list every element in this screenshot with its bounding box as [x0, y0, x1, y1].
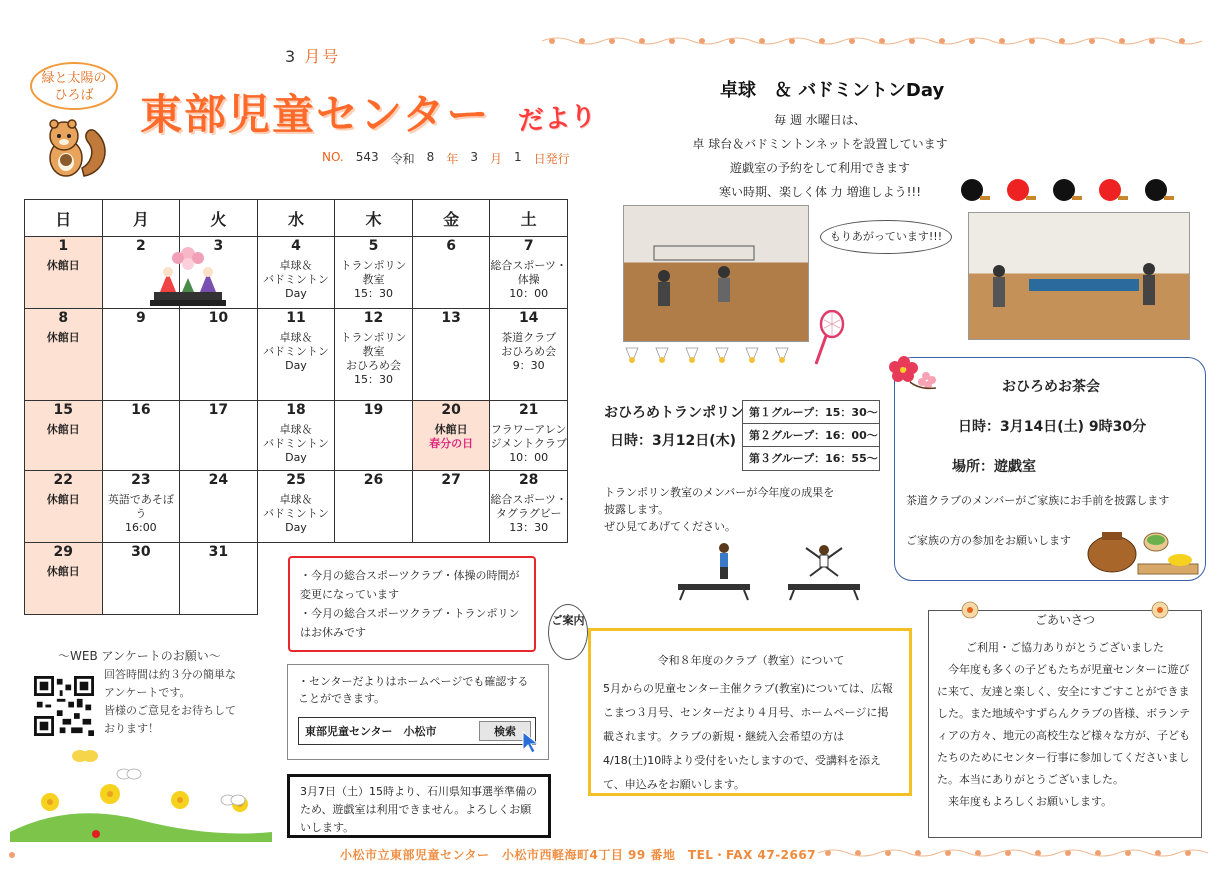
pingpong-description — [640, 108, 1000, 204]
day-event-line: 卓球＆ — [279, 259, 313, 272]
page-title-suffix: だより — [517, 101, 598, 137]
tea-party-text1: 茶道クラブのメンバーがご家族にお手前を披露します — [906, 494, 1170, 507]
day-event-line: Day — [285, 359, 307, 372]
day-event-line: フラワーアレン — [490, 423, 567, 436]
day-event-line: 15：30 — [354, 373, 394, 386]
calendar-day-cell — [102, 401, 180, 471]
day-event-line: 卓球＆ — [279, 331, 313, 344]
day-event-line: 休館日 — [46, 259, 80, 272]
pingpong-line3: 遊戯室の予約をして利用できます — [729, 161, 910, 175]
month-number: 3 — [285, 47, 298, 66]
day-event-line: 13：30 — [509, 521, 549, 534]
day-event-line: 15：30 — [354, 287, 394, 300]
trampoline-text3: ぜひ見てあげてください。 — [604, 520, 736, 533]
search-text: 東部児童センター 小松市 — [305, 724, 437, 738]
day-number: 19 — [363, 402, 384, 418]
day-number: 18 — [286, 402, 306, 418]
plum-blossom-icon — [886, 352, 942, 392]
greeting-body: 今年度も多くの子どもたちが児童センターに遊びに来て、友達と楽しく、安全にすごすことができました。また地域やすずらんクラブの皆様、ボランティアの方々、地元の高校生など様々な方が、子どもたちのためにセンター行事に参加してくださいました。本当にありがとうございました。 — [937, 663, 1191, 786]
day-number: 11 — [286, 310, 306, 326]
issue-info — [322, 150, 570, 167]
day-event-line: バドミントン — [263, 437, 329, 450]
calendar-day-cell — [257, 309, 335, 401]
qr-code-icon[interactable] — [34, 676, 94, 736]
trampoline-groups — [742, 400, 880, 471]
notice-item-trampoline: ・今月の総合スポーツクラブ・トランポリンはお休みです — [300, 607, 520, 639]
day-event-line: 10：00 — [509, 287, 549, 300]
calendar-day-cell — [25, 401, 103, 471]
calendar-day-cell — [412, 309, 490, 401]
web-survey-line1: 回答時間は約３分の簡単な — [104, 668, 236, 681]
day-event-line: バドミントン — [263, 345, 329, 358]
month-suffix: 月号 — [304, 47, 341, 66]
calendar-day-cell — [102, 543, 180, 615]
schedule-change-notice — [288, 556, 536, 652]
day-event-line: 休館日 — [434, 423, 468, 436]
tea-party-text2: ご家族の方の参加をお願いします — [906, 534, 1071, 547]
hina-doll-icon — [148, 242, 228, 308]
trampoline-title: おひろめトランポリン — [604, 405, 744, 421]
calendar-day-cell — [335, 401, 413, 471]
calendar-day-cell — [335, 237, 413, 309]
day-number: 27 — [441, 472, 461, 488]
trampoline-group3: 第３グループ：16：55～ — [749, 452, 878, 465]
issue-no-value: 543 — [355, 150, 379, 164]
pingpong-paddle-icon — [958, 176, 1188, 206]
badge-line2: ひろば — [54, 88, 94, 103]
day-number: 15 — [53, 402, 74, 418]
day-event-line: 休館日 — [46, 493, 80, 506]
day-event-line: Day — [285, 287, 307, 300]
day-event-line: バドミントン — [263, 507, 329, 520]
trampoline-text1: トランポリン教室のメンバーが今年度の成果を — [604, 486, 835, 499]
footer-address: 小松市立東部児童センター 小松市西軽海町4丁目 99 番地 TEL・FAX 47-2667 — [340, 848, 817, 862]
greeting-thanks: ご利用・ご協力ありがとうございました — [966, 641, 1164, 654]
day-number: 16 — [131, 402, 151, 418]
day-event-line: 10：00 — [509, 451, 549, 464]
day-number: 20 — [441, 402, 461, 418]
homepage-notice-text: ・センターだよりはホームページでも確認することができます。 — [298, 675, 529, 705]
day-event-line: 総合スポーツ・ — [490, 259, 567, 272]
trampoline-icon — [676, 540, 866, 602]
calendar-day-cell — [490, 401, 568, 471]
day-number: 22 — [53, 472, 74, 488]
day-event-line: 9：30 — [512, 359, 545, 372]
calendar-day-cell — [180, 309, 258, 401]
greeting-panel — [928, 610, 1202, 838]
day-number: 4 — [291, 238, 301, 254]
calendar-day-cell — [25, 543, 103, 615]
day-number: 1 — [58, 238, 69, 254]
calendar-day-cell — [25, 237, 103, 309]
trampoline-date: 日時：3月12日(木) — [610, 433, 737, 449]
pingpong-title: 卓球 ＆ バドミントンDay — [720, 80, 945, 101]
pingpong-line4: 寒い時期、楽しく体 力 増進しよう!!! — [718, 185, 922, 199]
homepage-notice — [287, 664, 549, 760]
cursor-arrow-icon — [521, 730, 543, 754]
greeting-flower-icon — [950, 596, 1180, 624]
weekday-header: 土 — [490, 200, 568, 237]
day-event-line: 教室 — [362, 345, 385, 358]
spring-flowers-icon — [10, 742, 272, 842]
calendar-day-cell — [335, 309, 413, 401]
calendar-day-cell — [412, 471, 490, 543]
issue-year: 8 — [426, 150, 435, 164]
day-event-line: 卓球＆ — [279, 493, 313, 506]
calendar-day-cell — [490, 309, 568, 401]
day-number: 29 — [53, 544, 74, 560]
day-number: 21 — [518, 402, 539, 418]
tea-party-place: 場所：遊戯室 — [952, 459, 1036, 475]
day-event-line: 教室 — [362, 273, 385, 286]
calendar-day-cell — [412, 237, 490, 309]
club-notice-title: 令和８年度のクラブ（教室）について — [657, 654, 845, 667]
calendar-day-cell — [102, 471, 180, 543]
day-number: 8 — [58, 310, 69, 326]
weekday-header: 水 — [257, 200, 335, 237]
day-event-line: 休館日 — [46, 423, 80, 436]
day-event-line: ジメントクラブ — [490, 437, 567, 450]
day-number: 24 — [208, 472, 229, 488]
calendar-week-row — [25, 309, 568, 401]
pingpong-line1: 毎 週 水曜日は、 — [774, 113, 866, 127]
weekday-header: 木 — [335, 200, 413, 237]
trampoline-description — [604, 484, 864, 535]
day-event-line: おひろめ会 — [501, 345, 557, 358]
web-survey-text — [104, 666, 254, 738]
day-number: 26 — [363, 472, 384, 488]
trampoline-group2: 第２グループ：16：00～ — [743, 424, 879, 447]
holiday-label: 春分の日 — [429, 437, 474, 450]
flower-border-top-icon — [542, 34, 1206, 48]
day-event-line: 英語であそぼう — [107, 493, 174, 520]
badminton-racket-icon — [812, 310, 846, 368]
day-event-line: 体操 — [517, 273, 540, 286]
calendar-day-cell — [102, 309, 180, 401]
badge-line1: 緑と太陽の — [41, 71, 107, 86]
weekday-header: 火 — [180, 200, 258, 237]
calendar-day-cell — [257, 471, 335, 543]
day-event-line: 休館日 — [46, 565, 80, 578]
tea-party-title: おひろめお茶会 — [1002, 379, 1100, 395]
day-number: 14 — [518, 310, 539, 326]
calendar-day-cell — [257, 401, 335, 471]
day-event-line: タグラグビー — [495, 507, 562, 520]
web-survey-line3: 皆様のご意見をお待ちして — [104, 704, 236, 717]
day-number: 25 — [286, 472, 306, 488]
calendar-day-cell — [25, 309, 103, 401]
guide-badge: ご案内 — [548, 604, 588, 660]
day-event-line: 卓球＆ — [279, 423, 313, 436]
search-box[interactable] — [298, 717, 536, 745]
day-number: 28 — [518, 472, 539, 488]
squirrel-icon — [40, 116, 110, 180]
issue-month-value: 3 — [470, 150, 478, 164]
issue-era: 令和 — [390, 152, 415, 166]
web-survey-title: ～WEB アンケートのお願い～ — [58, 649, 221, 663]
badminton-photo — [623, 205, 809, 342]
issue-day-label: 日発行 — [533, 152, 570, 166]
weekday-header: 日 — [25, 200, 103, 237]
flower-border-bottom-left-icon — [2, 848, 22, 862]
trampoline-group1: 第１グループ：15：30～ — [743, 401, 879, 424]
calendar-day-cell — [180, 471, 258, 543]
calendar-day-cell — [180, 401, 258, 471]
day-number: 12 — [363, 310, 384, 326]
election-notice: 3月7日（土）15時より、石川県知事選挙準備のため、遊戯室は利用できません。よろしくお願いします。 — [287, 774, 551, 838]
day-number: 7 — [523, 238, 534, 254]
day-number: 6 — [446, 238, 456, 254]
day-event-line: バドミントン — [263, 273, 329, 286]
calendar-day-cell — [490, 471, 568, 543]
day-number: 2 — [135, 238, 146, 254]
day-number: 9 — [135, 310, 146, 326]
calendar-day-cell — [412, 401, 490, 471]
tea-set-icon — [1084, 520, 1200, 578]
weekday-header: 金 — [412, 200, 490, 237]
club-notice — [588, 628, 912, 796]
calendar-week-row — [25, 471, 568, 543]
day-number: 10 — [208, 310, 229, 326]
day-event-line: 休館日 — [46, 331, 80, 344]
calendar-day-cell — [25, 471, 103, 543]
day-event-line: 16:00 — [124, 521, 157, 534]
pingpong-photo — [968, 212, 1190, 340]
day-number: 31 — [208, 544, 229, 560]
greeting-title: ごあいさつ — [1034, 613, 1095, 627]
calendar-day-cell — [335, 471, 413, 543]
day-event-line: トランポリン — [340, 259, 407, 272]
day-event-line: 総合スポーツ・ — [490, 493, 567, 506]
day-event-line: トランポリン — [340, 331, 407, 344]
web-survey-line2: アンケートです。 — [104, 686, 191, 699]
weekday-header: 月 — [102, 200, 180, 237]
issue-day: 1 — [513, 150, 522, 164]
club-notice-body: 5月からの児童センター主催クラブ(教室)については、広報こまつ３月号、センターだより４月号、ホームページに掲載されます。クラブの新規・継続入会希望の方は4/18(土)10時より受付をいたしますので、受講料を添えて、申込みをお願いします。 — [603, 682, 893, 791]
header-badge — [30, 62, 118, 110]
greeting-closing: 来年度もよろしくお願いします。 — [948, 795, 1113, 808]
notice-item-gym: ・今月の総合スポーツクラブ・体操の時間が変更になっています — [300, 569, 520, 601]
day-number: 3 — [213, 238, 224, 254]
search-button[interactable]: 検索 — [479, 721, 531, 741]
day-event-line: 茶道クラブ — [501, 331, 557, 344]
day-number: 17 — [208, 402, 229, 418]
calendar-week-row — [25, 401, 568, 471]
day-event-line: Day — [285, 521, 307, 534]
calendar-week-row — [25, 237, 568, 309]
day-event-line: おひろめ会 — [346, 359, 402, 372]
issue-month — [285, 44, 340, 67]
web-survey-line4: おります！ — [104, 722, 159, 735]
issue-month-label: 月 — [489, 152, 502, 166]
calendar-day-cell — [490, 237, 568, 309]
day-number: 30 — [131, 544, 151, 560]
page-title: 東部児童センター — [140, 90, 491, 139]
pingpong-line2: 卓 球台＆バドミントンネットを設置しています — [692, 137, 948, 151]
excited-speech-bubble: もりあがっています!!! — [820, 220, 952, 254]
flower-border-bottom-icon — [818, 846, 1210, 860]
day-number: 13 — [441, 310, 461, 326]
trampoline-text2: 披露します。 — [604, 503, 670, 516]
day-number: 23 — [131, 472, 151, 488]
calendar-day-cell — [180, 543, 258, 615]
shuttlecock-icon — [622, 344, 807, 366]
day-number: 5 — [368, 238, 379, 254]
calendar-day-cell — [257, 237, 335, 309]
day-event-line: Day — [285, 451, 307, 464]
issue-year-label: 年 — [446, 152, 459, 166]
event-calendar — [24, 199, 568, 615]
issue-no-label: NO. — [322, 150, 344, 164]
tea-party-date: 日時：3月14日(土) 9時30分 — [958, 419, 1147, 435]
